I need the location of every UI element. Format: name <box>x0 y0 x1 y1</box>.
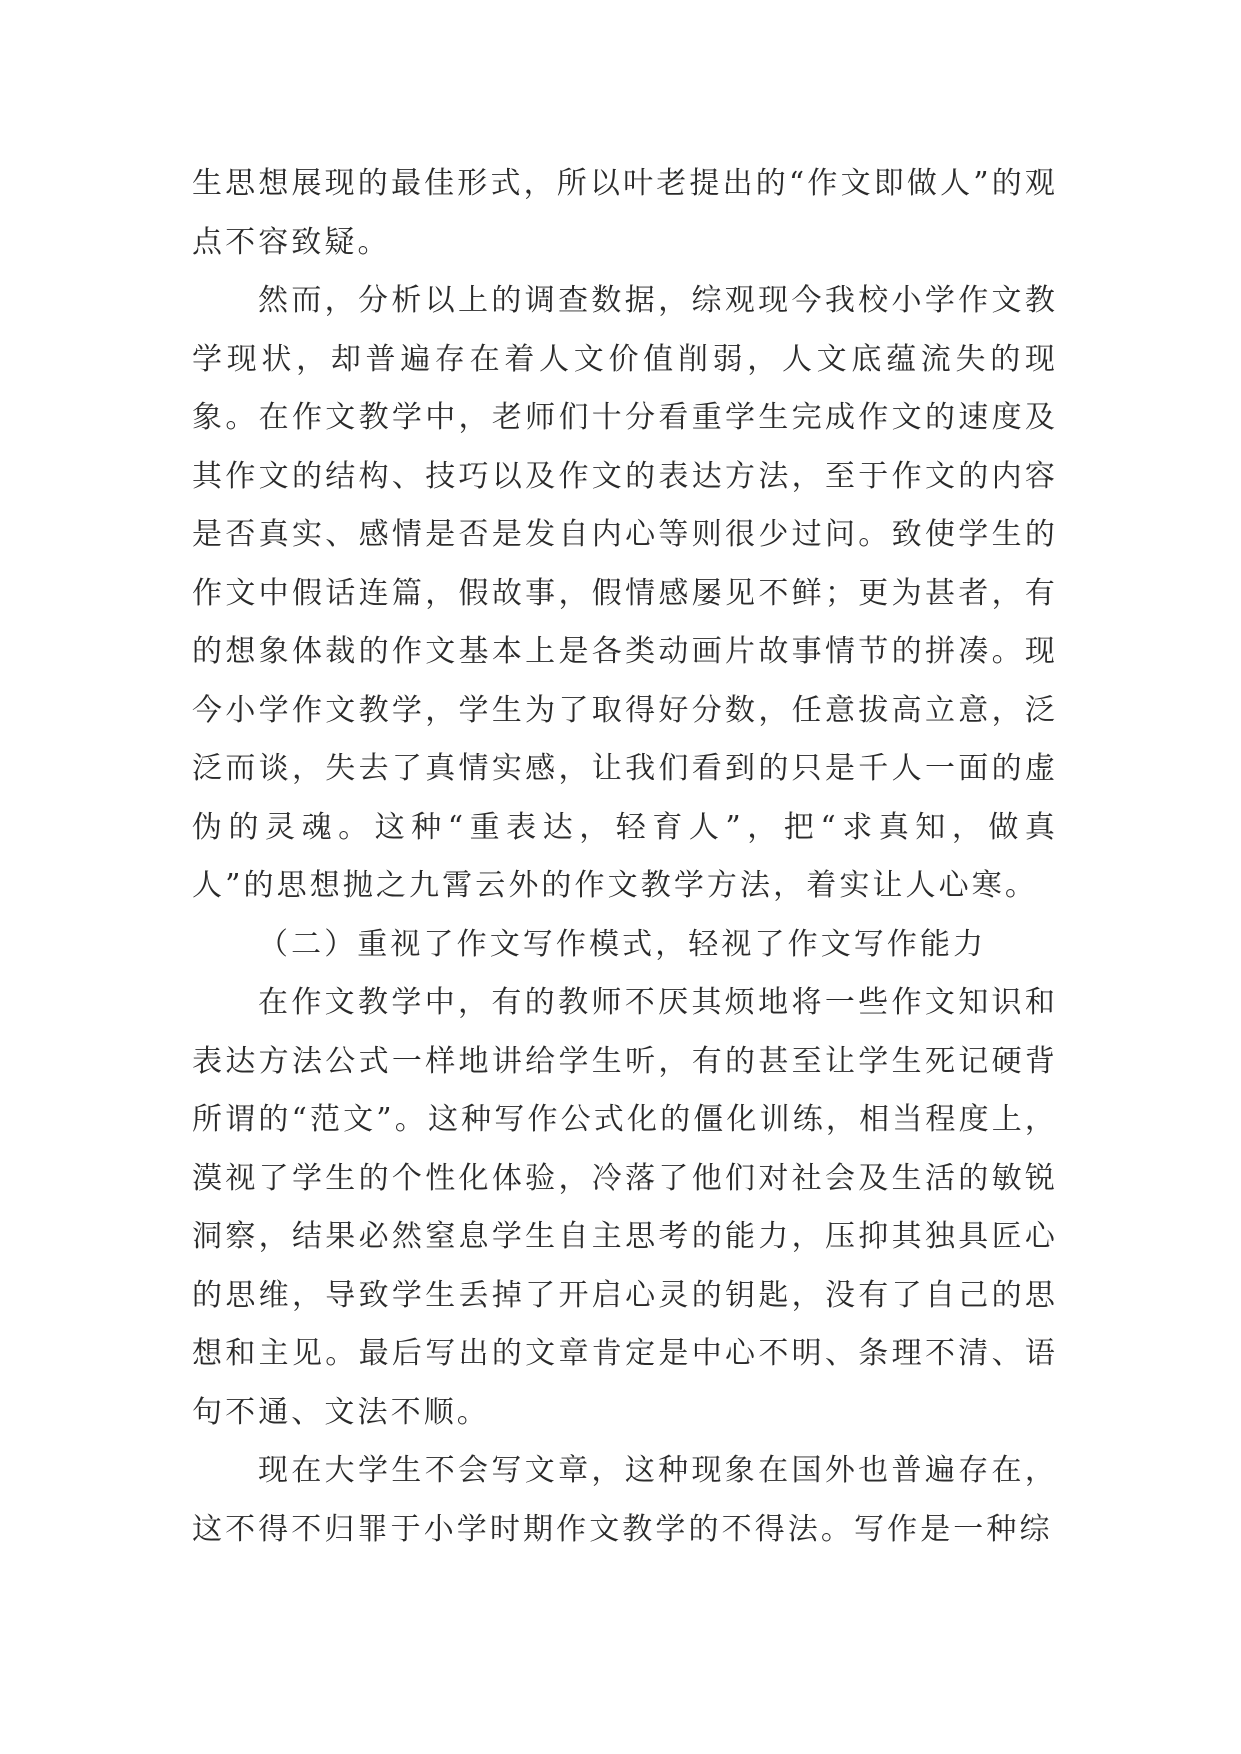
paragraph-continuation: 生思想展现的最佳形式，所以叶老提出的“作文即做人”的观点不容致疑。 <box>192 166 1058 260</box>
paragraph-college-students: 现在大学生不会写文章，这种现象在国外也普遍存在，这不得不归罪于小学时期作文教学的不得法。写作是一种综 <box>192 1453 1058 1547</box>
paragraph-writing-mode: 在作文教学中，有的教师不厌其烦地将一些作文知识和表达方法公式一样地讲给学生听，有的甚至让学生死记硬背所谓的“范文”。这种写作公式化的僵化训练，相当程度上，漠视了学生的个性化体验，冷落了他们对社会及生活的敏锐洞察，结果必然窒息学生自主思考的能力，压抑其独具匠心的思维，导致学生丢掉了开启心灵的钥匙，没有了自己的思想和主见。最后写出的文章肯定是中心不明、条理不清、语句不通、文法不顺。 <box>192 985 1058 1430</box>
section-heading: （二）重视了作文写作模式，轻视了作文写作能力 <box>258 926 987 962</box>
paragraph-survey-analysis: 然而，分析以上的调查数据，综观现今我校小学作文教学现状，却普遍存在着人文价值削弱，人文底蕴流失的现象。在作文教学中，老师们十分看重学生完成作文的速度及其作文的结构、技巧以及作文的表达方法，至于作文的内容是否真实、感情是否是发自内心等则很少过问。致使学生的作文中假话连篇，假故事，假情感屡见不鲜；更为甚者，有的想象体裁的作文基本上是各类动画片故事情节的拼凑。现今小学作文教学，学生为了取得好分数，任意拔高立意，泛泛而谈，失去了真情实感，让我们看到的只是千人一面的虚伪的灵魂。这种“重表达，轻育人”，把“求真知，做真人”的思想抛之九霄云外的作文教学方法，着实让人心寒。 <box>192 283 1058 903</box>
body-text <box>192 155 1058 1559</box>
